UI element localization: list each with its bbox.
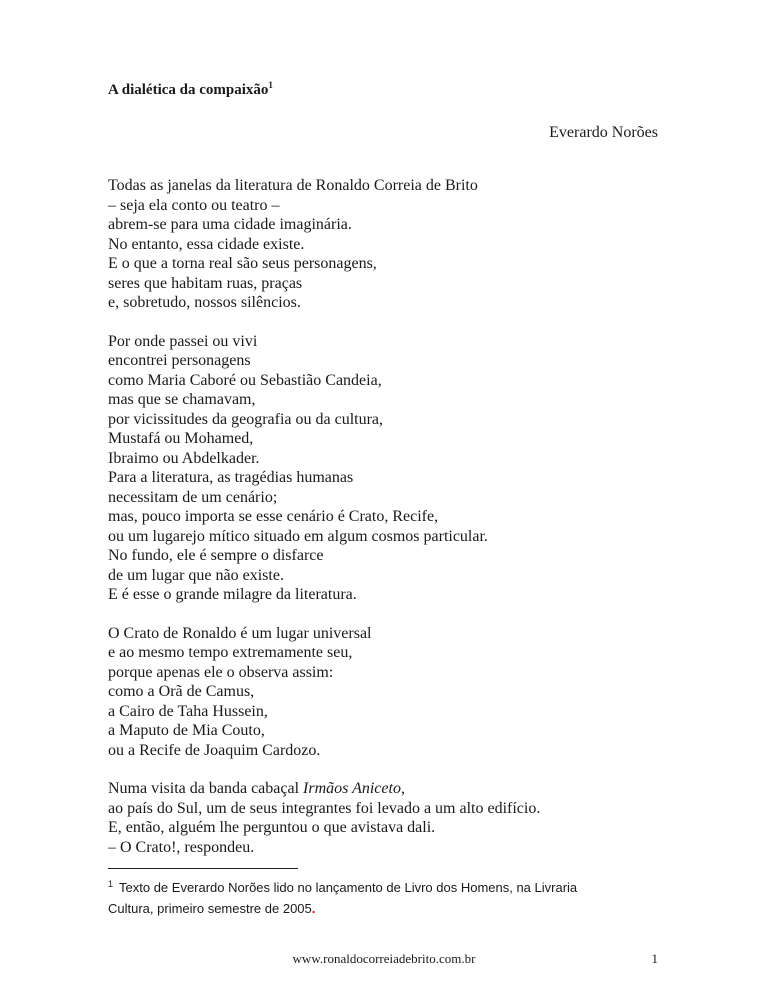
title-text: A dialética da compaixão [108, 82, 269, 98]
stanza-2 [108, 332, 668, 605]
footnote [108, 877, 668, 919]
poem-line: encontrei personagens [108, 352, 251, 369]
poem-line: ou um lugarejo mítico situado em algum cosmos particular. [108, 527, 488, 545]
document-title [108, 82, 273, 99]
footnote-end-mark: . [311, 901, 316, 916]
poem-line: a Maputo de Mia Couto, [108, 722, 265, 739]
poem-line: e ao mesmo tempo extremamente seu, [108, 644, 353, 661]
stanza-last [108, 779, 668, 857]
poem-line: No entanto, essa cidade existe. [108, 235, 305, 253]
poem-line: porque apenas ele o observa assim: [108, 663, 334, 681]
poem-line: abrem-se para uma cidade imaginária. [108, 216, 352, 233]
poem-line: necessitam de um cenário; [108, 488, 278, 506]
line-suffix: , [400, 780, 405, 797]
poem-line: Mustafá ou Mohamed, [108, 430, 254, 447]
poem-line: Ibraimo ou Abdelkader. [108, 449, 260, 467]
poem-line: por vicissitudes da geografia ou da cultura, [108, 410, 384, 428]
poem-line: como a Orã de Camus, [108, 683, 255, 700]
poem-line: ao país do Sul, um de seus integrantes foi levado a um alto edifício. [108, 799, 541, 817]
poem-line: E, então, alguém lhe perguntou o que avistava dali. [108, 819, 436, 836]
poem-line: Por onde passei ou vivi [108, 332, 258, 350]
poem-line: e, sobretudo, nossos silêncios. [108, 294, 301, 311]
stanza-1 [108, 176, 668, 313]
poem-line: seres que habitam ruas, praças [108, 274, 303, 292]
poem-line: mas que se chamavam, [108, 391, 256, 408]
title-footnote-marker[interactable]: 1 [268, 80, 273, 90]
stanza-3 [108, 624, 668, 761]
poem-line [108, 779, 668, 799]
author-name: Everardo Norões [549, 124, 658, 141]
poem-line: – seja ela conto ou teatro – [108, 196, 280, 214]
poem-line: ou a Recife de Joaquim Cardozo. [108, 741, 321, 759]
poem-line: como Maria Caboré ou Sebastião Candeia, [108, 371, 382, 389]
footnote-line-2: Cultura, primeiro semestre de 2005 [108, 901, 312, 916]
footnote-marker: 1 [108, 878, 114, 889]
poem-line: Para a literatura, as tragédias humanas [108, 469, 354, 486]
poem-line: a Cairo de Taha Hussein, [108, 702, 268, 720]
poem-line: de um lugar que não existe. [108, 566, 284, 584]
poem-line: E o que a torna real são seus personagens, [108, 255, 377, 272]
poem-line: O Crato de Ronaldo é um lugar universal [108, 624, 372, 642]
poem-body [108, 176, 668, 876]
page-number: 1 [651, 951, 658, 966]
band-name: Irmãos Aniceto [303, 780, 401, 797]
poem-line: No fundo, ele é sempre o disfarce [108, 547, 324, 564]
poem-line: mas, pouco importa se esse cenário é Crato, Recife, [108, 508, 439, 525]
footnote-separator [108, 868, 298, 869]
poem-line: E é esse o grande milagre da literatura. [108, 586, 357, 603]
line-prefix: Numa visita da banda cabaçal [108, 780, 304, 797]
poem-line: – O Crato!, respondeu. [108, 838, 255, 856]
footer-url-link[interactable]: www.ronaldocorreiadebrito.com.br [292, 951, 476, 966]
poem-line: Todas as janelas da literatura de Ronaldo Correia de Brito [108, 177, 478, 194]
footnote-line-1: Texto de Everardo Norões lido no lançamento de Livro dos Homens, na Livraria [119, 880, 578, 895]
